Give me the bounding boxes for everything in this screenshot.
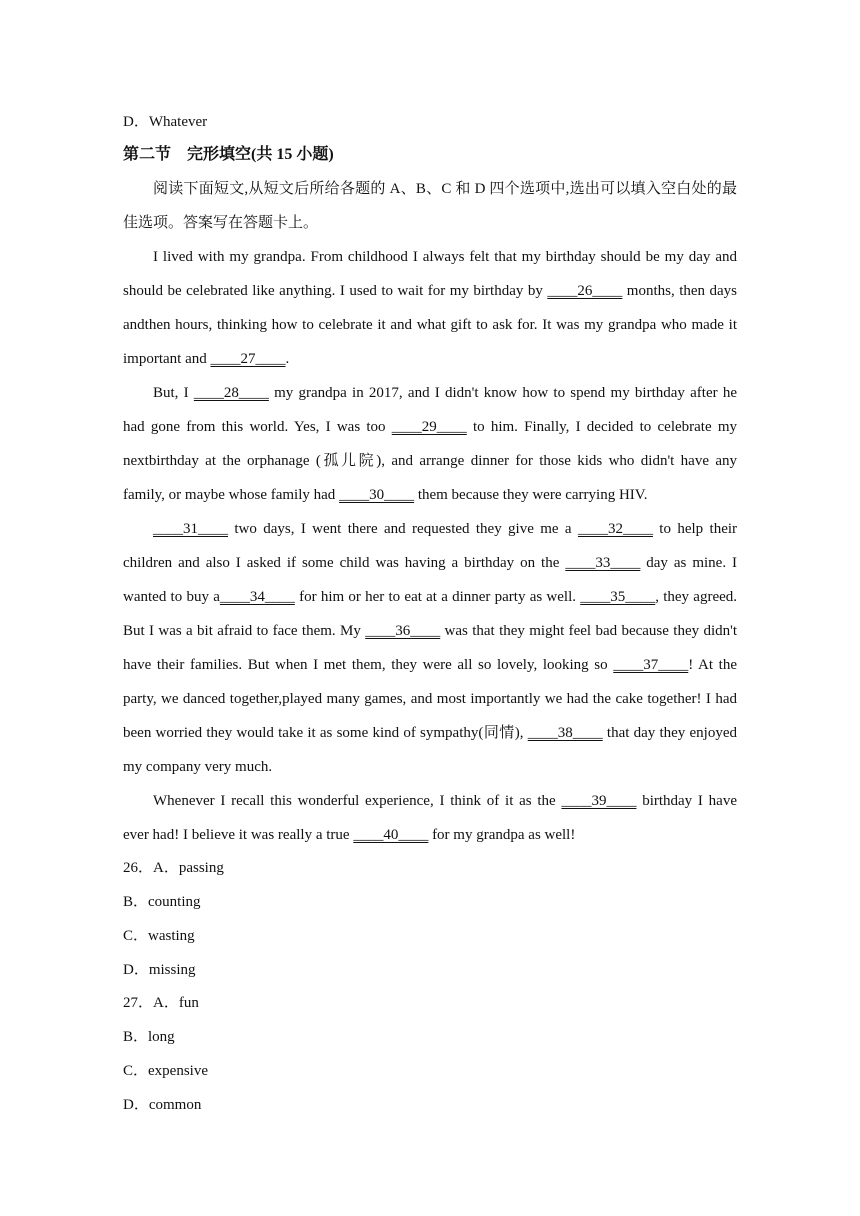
question-27-option-b: B．long [123,1029,175,1045]
blank-27: ____27____ [210,351,286,367]
passage-line: But I was a bit afraid to face them. My ____36____ was that they might feel bad because they didn't [123,623,737,639]
passage-line: ever had! I believe it was really a true ____40____ for my grandpa as well! [123,827,576,843]
passage-line: family, or maybe whose family had ____30____ them because they were carrying HIV. [123,487,648,503]
question-27-option-d: D．common [123,1097,202,1113]
blank-30: ____30____ [339,487,415,503]
blank-37: ____37____ [613,657,689,673]
blank-38: ____38____ [527,725,603,741]
blank-34: ____34____ [219,589,295,605]
passage-line: been worried they would take it as some kind of sympathy(同情), ____38____ that day they enjoyed [123,725,738,741]
option-d-whatever: D．Whatever [123,114,208,130]
blank-36: ____36____ [365,623,441,639]
question-26-option-b: B．counting [123,894,201,910]
passage-line: party, we danced together,played many games, and most importantly we had the cake together! I had [123,691,737,707]
question-26-option-d: D．missing [123,962,196,978]
passage-line: wanted to buy a____34____ for him or her to eat at a dinner party as well. ____35____, they agreed. [123,589,738,605]
blank-39: ____39____ [561,793,637,809]
passage-line: ____31____ two days, I went there and requested they give me a ____32____ to help their [153,521,738,537]
blank-26: ____26____ [547,283,623,299]
instructions-line-1: 阅读下面短文,从短文后所给各题的 A、B、C 和 D 四个选项中,选出可以填入空白处的最 [153,181,737,197]
passage-line: should be celebrated like anything. I used to wait for my birthday by ____26____ months, then days [123,283,737,299]
blank-28: ____28____ [193,385,269,401]
blank-33: ____33____ [565,555,641,571]
question-27-option-c: C．expensive [123,1063,208,1079]
passage-line: had gone from this world. Yes, I was too ____29____ to him. Finally, I decided to celebrate my [123,419,738,435]
question-27-option-a: 27．A．fun [123,995,199,1011]
passage-line: important and ____27____. [123,351,290,367]
question-26-option-a: 26．A．passing [123,860,224,876]
passage-line: Whenever I recall this wonderful experience, I think of it as the ____39____ birthday I have [153,793,737,809]
question-26-option-c: C．wasting [123,928,195,944]
instructions-line-2: 佳选项。答案写在答题卡上。 [123,215,319,231]
blank-35: ____35____ [580,589,656,605]
passage-line: have their families. But when I met them, they were all so lovely, looking so ____37____! At the [123,657,737,673]
passage-line: children and also I asked if some child was having a birthday on the ____33____ day as mine. I [123,555,738,571]
passage-line: andthen hours, thinking how to celebrate it and what gift to ask for. It was my grandpa who made it [123,317,737,333]
blank-40: ____40____ [353,827,429,843]
passage-line: nextbirthday at the orphanage (孤儿院), and arrange dinner for those kids who didn't have any [123,453,737,469]
blank-31: ____31____ [153,521,228,537]
passage-line: I lived with my grandpa. From childhood I always felt that my birthday should be my day and [153,249,737,265]
blank-32: ____32____ [577,521,653,537]
passage-line: But, I ____28____ my grandpa in 2017, and I didn't know how to spend my birthday after he [153,385,737,401]
blank-29: ____29____ [391,419,467,435]
passage-line: my company very much. [123,759,273,775]
section-heading: 第二节 完形填空(共 15 小题) [123,146,334,163]
